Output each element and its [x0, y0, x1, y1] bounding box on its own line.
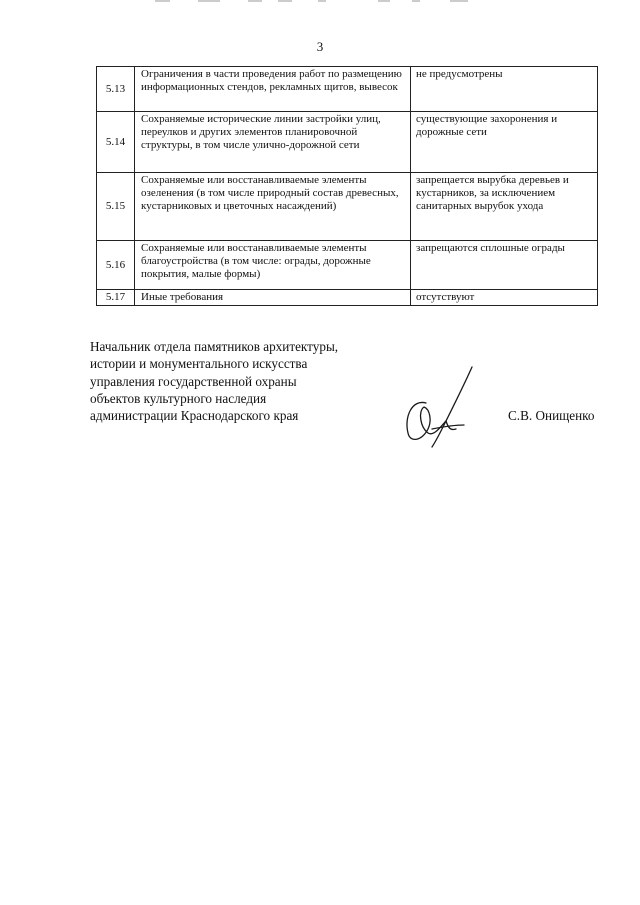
position-line: объектов культурного наследия [90, 390, 267, 406]
handwritten-signature [398, 363, 480, 451]
row-number: 5.16 [97, 241, 135, 290]
requirement-value: запрещается вырубка деревьев и кустарников, за исключением санитарных вырубок ухода [411, 173, 598, 241]
row-number: 5.15 [97, 173, 135, 241]
requirement-text: Сохраняемые или восстанавливаемые элементы благоустройства (в том числе: ограды, дорожные покрытия, малые формы) [135, 241, 411, 290]
requirements-table [96, 66, 598, 306]
table-row [97, 112, 598, 173]
row-number: 5.13 [97, 67, 135, 112]
row-number: 5.14 [97, 112, 135, 173]
position-line: управления государственной охраны [90, 373, 297, 389]
row-number: 5.17 [97, 290, 135, 306]
requirement-text: Сохраняемые или восстанавливаемые элементы озеленения (в том числе природный состав древесных, кустарниковых и цветочных насаждений) [135, 173, 411, 241]
position-line: истории и монументального искусства [90, 356, 308, 372]
requirement-text: Сохраняемые исторические линии застройки улиц, переулков и других элементов планировочной структуры, в том числе улично-дорожной сети [135, 112, 411, 173]
table-row [97, 290, 598, 306]
requirement-value: не предусмотрены [411, 67, 598, 112]
table-row [97, 173, 598, 241]
scan-artifact-marks [150, 0, 480, 4]
signatory-position [90, 338, 390, 424]
requirement-value: отсутствуют [411, 290, 598, 306]
requirement-value: запрещаются сплошные ограды [411, 241, 598, 290]
page-number: 3 [316, 39, 324, 54]
requirement-text: Иные требования [135, 290, 411, 306]
requirement-text: Ограничения в части проведения работ по размещению информационных стендов, рекламных щитов, вывесок [135, 67, 411, 112]
signatory-name: С.В. Онищенко [508, 408, 595, 423]
requirement-value: существующие захоронения и дорожные сети [411, 112, 598, 173]
position-line: администрации Краснодарского края [90, 408, 299, 424]
table-row [97, 67, 598, 112]
table-row [97, 241, 598, 290]
position-line: Начальник отдела памятников архитектуры, [90, 339, 339, 354]
